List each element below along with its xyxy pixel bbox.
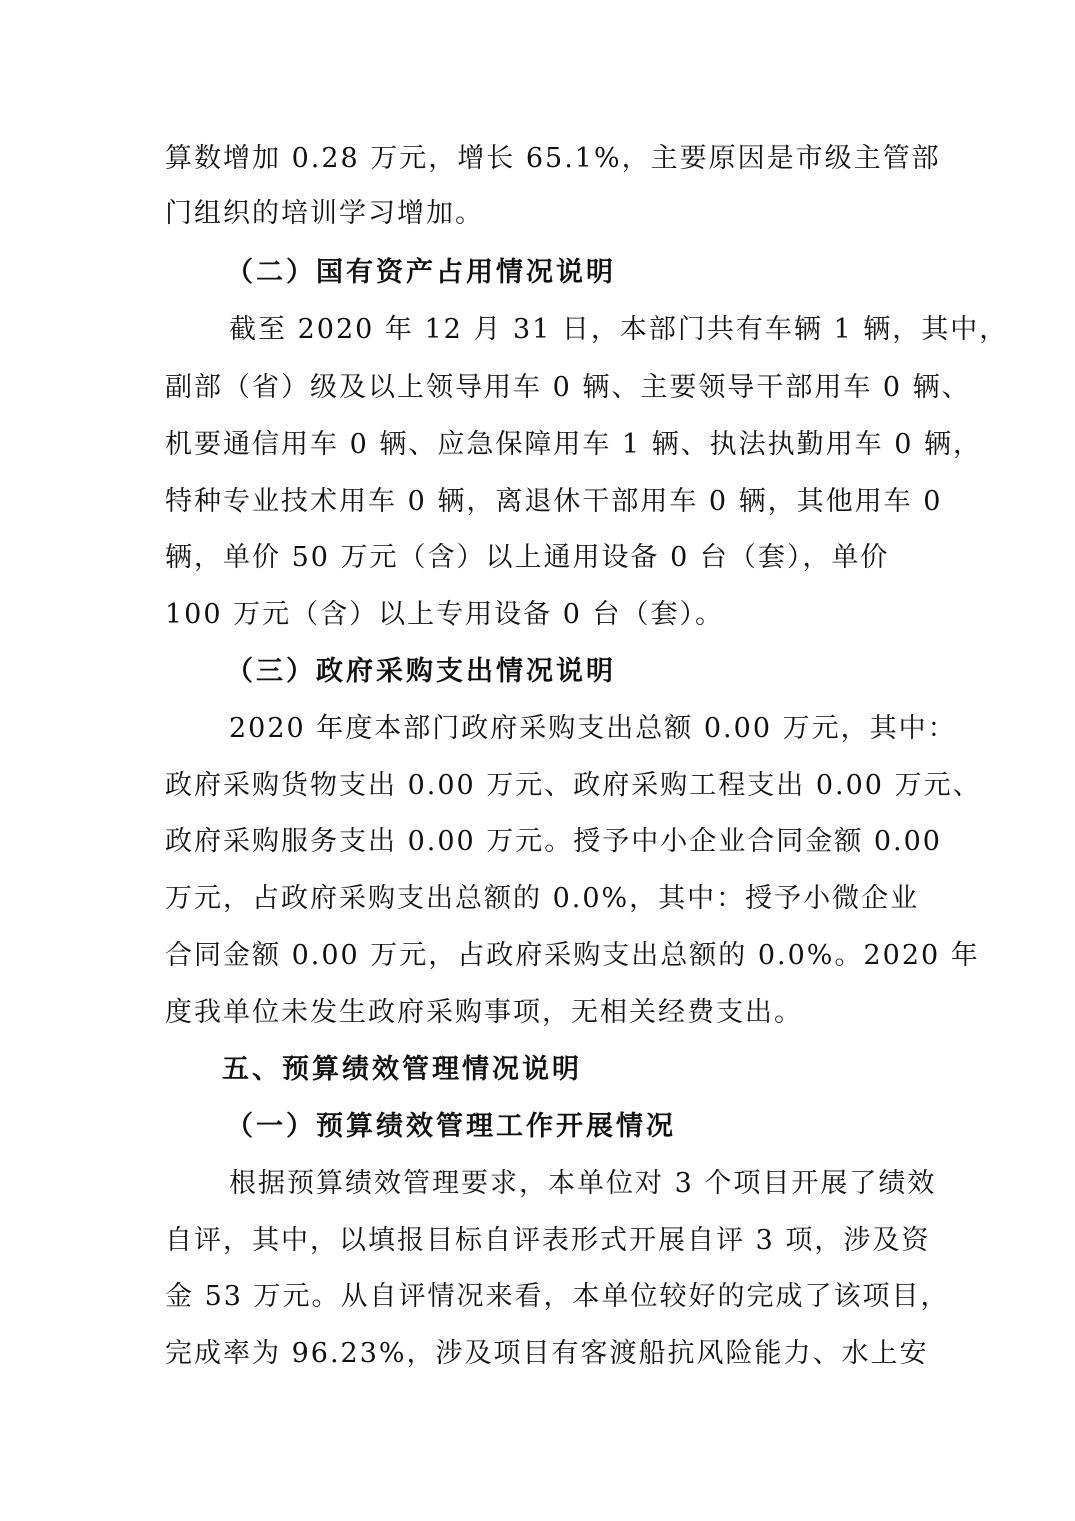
body-text-line: 完成率为 96.23%，涉及项目有客渡船抗风险能力、水上安 <box>165 1338 929 1369</box>
body-text-line: 金 53 万元。从自评情况来看，本单位较好的完成了该项目， <box>165 1281 950 1312</box>
body-text-line: 副部（省）级及以上领导用车 0 辆、主要领导干部用车 0 辆、 <box>165 372 971 403</box>
body-text-line: 政府采购货物支出 0.00 万元、政府采购工程支出 0.00 万元、 <box>165 770 982 801</box>
body-text-line: 算数增加 0.28 万元，增长 65.1%，主要原因是市级主管部 <box>165 143 941 174</box>
body-text-line: 机要通信用车 0 辆、应急保障用车 1 辆、执法执勤用车 0 辆， <box>165 429 983 460</box>
body-text-line: 万元，占政府采购支出总额的 0.0%，其中：授予小微企业 <box>165 883 920 914</box>
body-text-line: 合同金额 0.00 万元，占政府采购支出总额的 0.0%。2020 年 <box>165 940 980 971</box>
body-text-line: 截至 2020 年 12 月 31 日，本部门共有车辆 1 辆，其中， <box>229 314 1009 345</box>
body-text-line: 自评，其中，以填报目标自评表形式开展自评 3 项，涉及资 <box>165 1225 931 1256</box>
section-heading-procurement: （三）政府采购支出情况说明 <box>226 656 616 687</box>
body-text-line: 根据预算绩效管理要求，本单位对 3 个项目开展了绩效 <box>229 1168 937 1199</box>
section-heading-assets: （二）国有资产占用情况说明 <box>226 257 616 288</box>
section-heading-performance: 五、预算绩效管理情况说明 <box>222 1054 582 1085</box>
body-text-line: 度我单位未发生政府采购事项，无相关经费支出。 <box>165 997 803 1028</box>
body-text-line: 辆，单价 50 万元（含）以上通用设备 0 台（套），单价 <box>165 542 890 573</box>
body-text-line: 政府采购服务支出 0.00 万元。授予中小企业合同金额 0.00 <box>165 826 942 857</box>
body-text-line: 100 万元（含）以上专用设备 0 台（套）。 <box>165 599 724 630</box>
body-text-line: 门组织的培训学习增加。 <box>165 198 484 229</box>
body-text-line: 特种专业技术用车 0 辆，离退休干部用车 0 辆，其他用车 0 <box>165 486 943 517</box>
body-text-line: 2020 年度本部门政府采购支出总额 0.00 万元，其中： <box>229 713 957 744</box>
subsection-heading-performance-work: （一）预算绩效管理工作开展情况 <box>226 1111 676 1142</box>
